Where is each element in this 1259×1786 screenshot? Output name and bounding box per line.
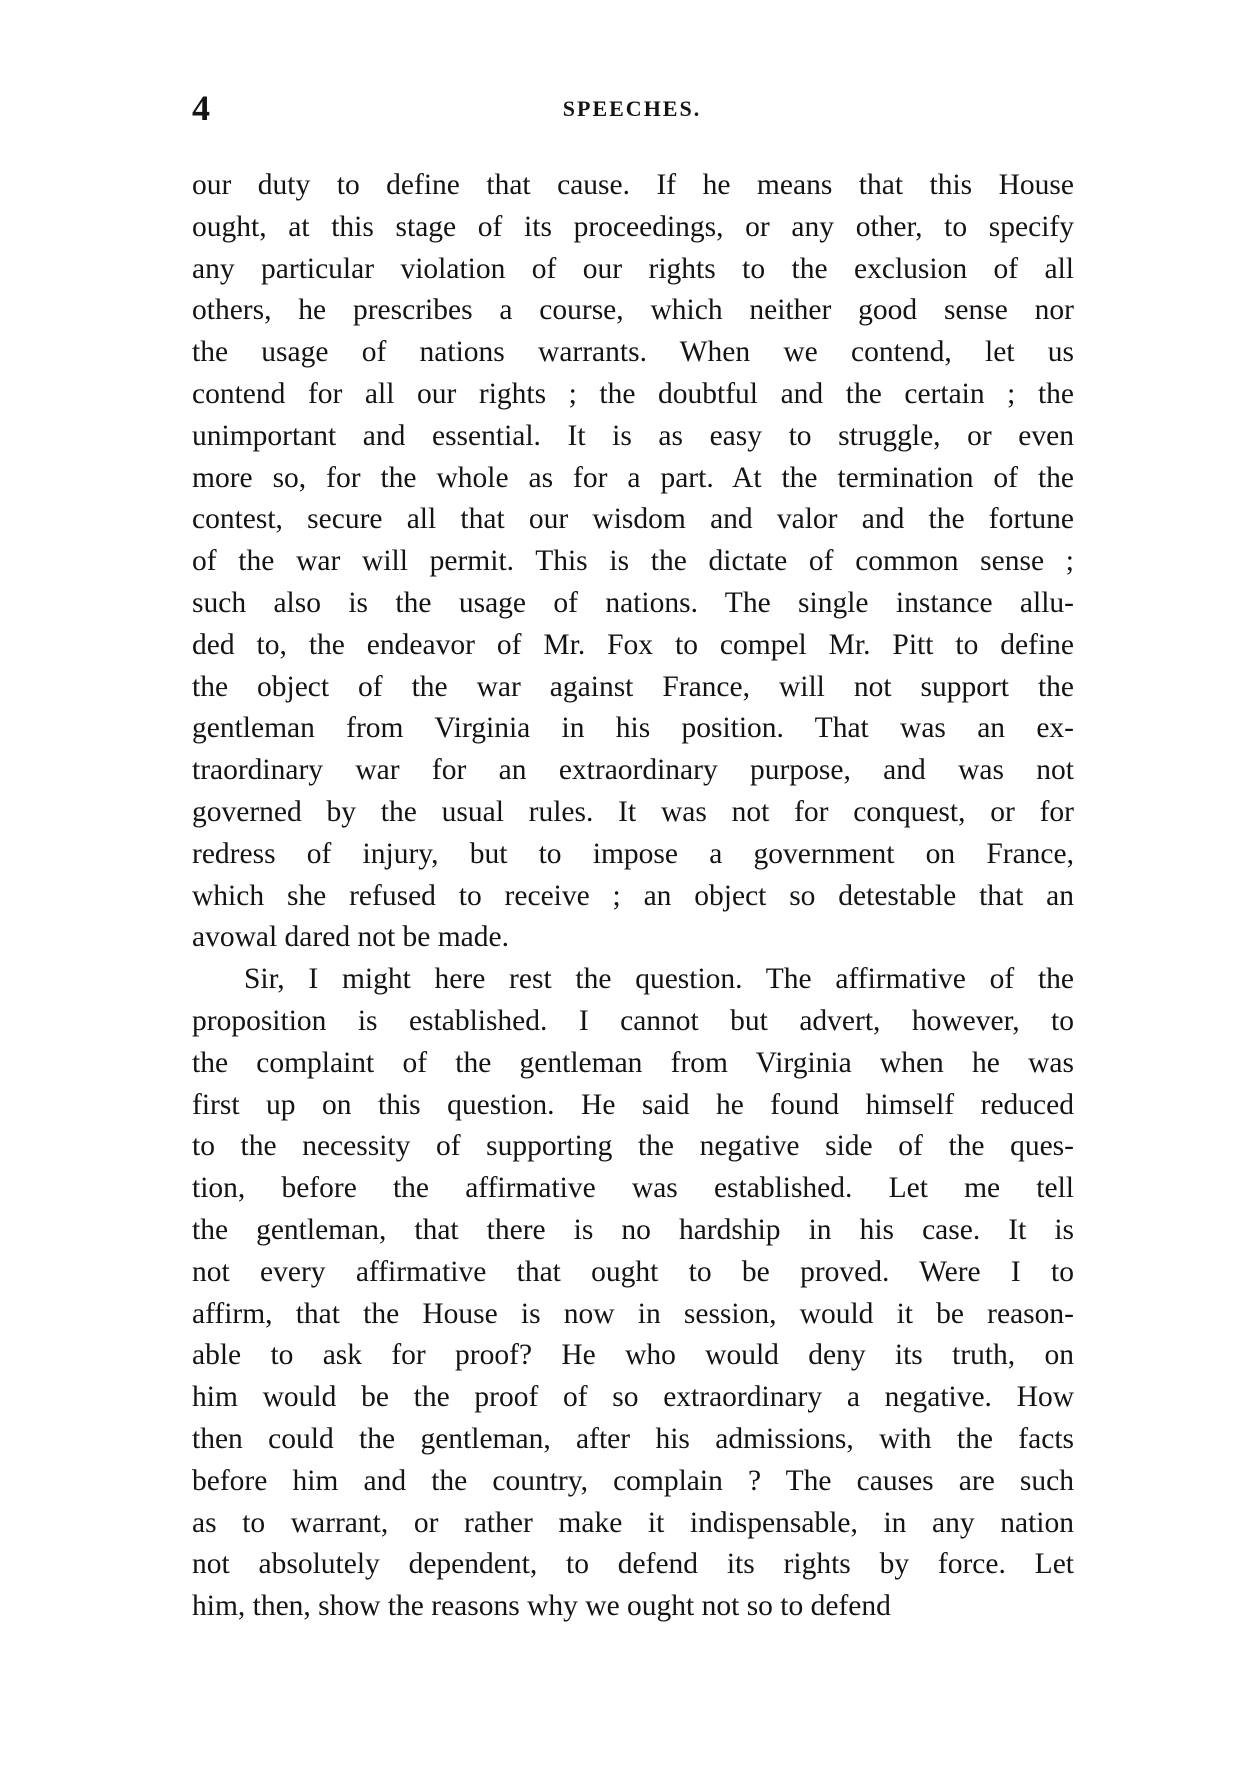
text-line: then could the gentleman, after his admissions, with the facts xyxy=(192,1422,1074,1455)
text-line: any particular violation of our rights to the exclusion of all xyxy=(192,252,1074,285)
text-line: our duty to define that cause. If he means that this House xyxy=(192,169,1074,201)
text-line: as to warrant, or rather make it indispensable, in any nation xyxy=(192,1506,1074,1539)
text-line: the usage of nations warrants. When we contend, let us xyxy=(192,336,1074,369)
text-line: such also is the usage of nations. The single instance allu- xyxy=(192,586,1074,619)
text-line: contend for all our rights ; the doubtful and the certain ; the xyxy=(192,377,1074,410)
text-line: proposition is established. I cannot but advert, however, to xyxy=(192,1004,1074,1037)
text-line: the object of the war against France, will not support the xyxy=(192,670,1074,703)
paragraph xyxy=(192,959,1074,1628)
running-head xyxy=(192,88,1072,128)
paragraph xyxy=(192,165,1074,959)
text-line: not absolutely dependent, to defend its rights by force. Let xyxy=(192,1548,1074,1581)
text-line: contest, secure all that our wisdom and valor and the fortune xyxy=(192,503,1074,536)
text-line: the complaint of the gentleman from Virginia when he was xyxy=(192,1046,1074,1079)
page-number: 4 xyxy=(192,88,210,128)
text-line: traordinary war for an extraordinary purpose, and was not xyxy=(192,754,1074,787)
text-line: not every affirmative that ought to be proved. Were I to xyxy=(192,1255,1074,1288)
text-line: him would be the proof of so extraordinary a negative. How xyxy=(192,1381,1074,1414)
text-line: first up on this question. He said he found himself reduced xyxy=(192,1088,1074,1121)
text-line: avowal dared not be made. xyxy=(192,921,509,954)
text-line: before him and the country, complain ? The causes are such xyxy=(192,1464,1074,1497)
text-line: able to ask for proof? He who would deny its truth, on xyxy=(192,1339,1074,1372)
text-line: others, he prescribes a course, which neither good sense nor xyxy=(192,294,1074,327)
running-title: SPEECHES. xyxy=(562,96,702,121)
text-line: ded to, the endeavor of Mr. Fox to compel Mr. Pitt to define xyxy=(192,628,1074,661)
text-line: to the necessity of supporting the negative side of the ques- xyxy=(192,1130,1074,1163)
text-line: governed by the usual rules. It was not for conquest, or for xyxy=(192,795,1074,828)
text-line: affirm, that the House is now in session, would it be reason- xyxy=(192,1297,1074,1330)
text-line: gentleman from Virginia in his position. That was an ex- xyxy=(192,712,1074,745)
text-line: the gentleman, that there is no hardship in his case. It is xyxy=(192,1213,1074,1246)
body-text xyxy=(192,165,1074,1628)
text-line: unimportant and essential. It is as easy to struggle, or even xyxy=(192,419,1074,452)
text-line: Sir, I might here rest the question. The affirmative of the xyxy=(244,963,1074,996)
text-line: redress of injury, but to impose a government on France, xyxy=(192,837,1074,870)
text-line: tion, before the affirmative was established. Let me tell xyxy=(192,1172,1074,1205)
text-line: him, then, show the reasons why we ought not so to defend xyxy=(192,1590,891,1623)
text-line: more so, for the whole as for a part. At the termination of the xyxy=(192,461,1074,494)
text-line: of the war will permit. This is the dictate of common sense ; xyxy=(192,545,1074,578)
text-line: which she refused to receive ; an object so detestable that an xyxy=(192,879,1074,912)
text-line: ought, at this stage of its proceedings, or any other, to specify xyxy=(192,210,1074,243)
